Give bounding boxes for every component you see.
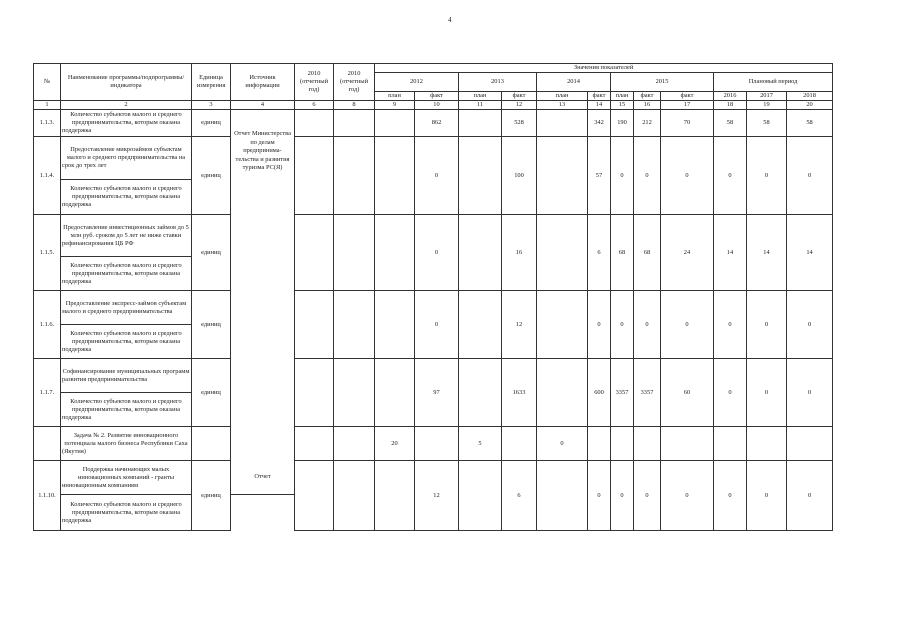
value-cell: 6 (588, 215, 611, 291)
value-cell (537, 461, 588, 531)
table-row (34, 291, 833, 325)
row-number (34, 427, 61, 461)
row-event: Софинансирование муниципальных программ развития предпринимательства (61, 359, 192, 393)
value-cell: 14 (787, 215, 833, 291)
value-cell: 0 (611, 137, 634, 215)
value-cell (537, 110, 588, 137)
header-2010-b: 2010 (отчетный год) (334, 64, 375, 101)
header-num: № (34, 64, 61, 101)
value-cell (375, 215, 415, 291)
value-cell: 0 (747, 461, 787, 531)
header-year-2012: 2012 (375, 73, 459, 92)
value-cell (334, 291, 375, 359)
header-fact-2012: факт (415, 92, 459, 101)
row-event: Предоставление инвестиционных займов до 5 млн руб. сроком до 5 лет не ниже ставки рефинансирования ЦБ РФ (61, 215, 192, 257)
value-cell: 14 (747, 215, 787, 291)
header-plan-2012: план (375, 92, 415, 101)
value-cell (537, 359, 588, 427)
column-index-cell: 9 (375, 101, 415, 110)
value-cell (459, 137, 502, 215)
value-cell: 0 (634, 461, 661, 531)
value-cell: 3357 (634, 359, 661, 427)
header-planning-period: Плановый период (714, 73, 833, 92)
value-cell (334, 137, 375, 215)
column-index-cell: 13 (537, 101, 588, 110)
header-fact-2013: факт (502, 92, 537, 101)
value-cell (459, 291, 502, 359)
value-cell: 0 (611, 461, 634, 531)
header-source: Источник информации (231, 64, 295, 101)
header-name: Наименование программы/подпрограммы/индикатора (61, 64, 192, 101)
value-cell: 68 (611, 215, 634, 291)
value-cell: 16 (502, 215, 537, 291)
value-cell: 528 (502, 110, 537, 137)
value-cell (334, 110, 375, 137)
header-year-2015: 2015 (611, 73, 714, 92)
value-cell (334, 215, 375, 291)
row-number: 1.1.6. (34, 291, 61, 359)
value-cell: 0 (714, 359, 747, 427)
value-cell (375, 291, 415, 359)
value-cell: 190 (611, 110, 634, 137)
column-index-cell: 11 (459, 101, 502, 110)
row-indicator: Количество субъектов малого и среднего предпринимательства, которым оказана поддержка (61, 257, 192, 291)
value-cell (459, 359, 502, 427)
value-cell: 342 (588, 110, 611, 137)
value-cell: 0 (661, 461, 714, 531)
header-2010-a: 2010 (отчетный год) (295, 64, 334, 101)
value-cell: 0 (537, 427, 588, 461)
source-text-cut: Отчет (254, 472, 271, 480)
row-source (231, 110, 295, 495)
value-cell: 6 (502, 461, 537, 531)
header-fact-2015-a: факт (634, 92, 661, 101)
column-index-cell: 18 (714, 101, 747, 110)
column-index-cell: 2 (61, 101, 192, 110)
value-cell (295, 110, 334, 137)
value-cell: 600 (588, 359, 611, 427)
header-plan-2014: план (537, 92, 588, 101)
table-row (34, 359, 833, 393)
value-cell: 0 (415, 215, 459, 291)
value-cell (714, 427, 747, 461)
value-cell: 12 (502, 291, 537, 359)
column-index-cell: 19 (747, 101, 787, 110)
value-cell: 0 (714, 291, 747, 359)
value-cell: 0 (634, 137, 661, 215)
value-cell (334, 461, 375, 531)
row-number: 1.1.4. (34, 137, 61, 215)
column-index-cell: 14 (588, 101, 611, 110)
value-cell: 0 (415, 291, 459, 359)
header-fact-2014: факт (588, 92, 611, 101)
value-cell: 0 (661, 137, 714, 215)
row-indicator: Количество субъектов малого и среднего предпринимательства, которым оказана поддержка (61, 495, 192, 531)
value-cell (295, 291, 334, 359)
value-cell: 14 (714, 215, 747, 291)
column-index-cell: 17 (661, 101, 714, 110)
value-cell: 100 (502, 137, 537, 215)
row-event: Предоставление микрозаймов субъектам малого и среднего предпринимательства на срок до трех лет (61, 137, 192, 180)
header-2016: 2016 (714, 92, 747, 101)
column-index-cell: 6 (295, 101, 334, 110)
value-cell (375, 110, 415, 137)
header-values-group: Значения показателей (375, 64, 833, 73)
value-cell (375, 137, 415, 215)
row-indicator: Количество субъектов малого и среднего предпринимательства, которым оказана поддержка (61, 180, 192, 215)
row-unit: единиц (192, 110, 231, 137)
row-indicator: Количество субъектов малого и среднего предпринимательства, которым оказана поддержка (61, 393, 192, 427)
row-unit: единиц (192, 359, 231, 427)
value-cell (537, 215, 588, 291)
value-cell (295, 427, 334, 461)
header-plan-2015: план (611, 92, 634, 101)
value-cell: 24 (661, 215, 714, 291)
row-unit: единиц (192, 291, 231, 359)
value-cell: 0 (588, 291, 611, 359)
table-row (34, 137, 833, 180)
header-plan-2013: план (459, 92, 502, 101)
table-row (34, 110, 833, 137)
row-number: 1.1.3. (34, 110, 61, 137)
value-cell: 0 (787, 291, 833, 359)
value-cell (787, 427, 833, 461)
value-cell: 0 (415, 137, 459, 215)
row-event: Поддержка начинающих малых инновационных компаний - гранты инновационным компаниям (61, 461, 192, 495)
value-cell: 97 (415, 359, 459, 427)
value-cell: 5 (459, 427, 502, 461)
value-cell (537, 137, 588, 215)
row-task: Задача № 2. Развитие инновационного потенциала малого бизнеса Республики Саха (Якутия) (61, 427, 192, 461)
value-cell (295, 215, 334, 291)
header-2018: 2018 (787, 92, 833, 101)
value-cell (634, 427, 661, 461)
value-cell (537, 291, 588, 359)
value-cell: 12 (415, 461, 459, 531)
value-cell (588, 427, 611, 461)
value-cell (459, 215, 502, 291)
value-cell: 0 (714, 461, 747, 531)
value-cell: 0 (634, 291, 661, 359)
value-cell: 0 (747, 291, 787, 359)
value-cell: 58 (747, 110, 787, 137)
value-cell (502, 427, 537, 461)
value-cell (661, 427, 714, 461)
row-unit: единиц (192, 137, 231, 215)
column-index-cell: 16 (634, 101, 661, 110)
column-index-cell: 1 (34, 101, 61, 110)
row-number: 1.1.10. (34, 461, 61, 531)
value-cell (334, 427, 375, 461)
row-event: Предоставление экспресс-займов субъектам малого и среднего предпринимательства (61, 291, 192, 325)
column-index-row (34, 101, 833, 110)
value-cell (334, 359, 375, 427)
column-index-cell: 10 (415, 101, 459, 110)
column-index-cell: 15 (611, 101, 634, 110)
value-cell: 0 (787, 461, 833, 531)
value-cell (459, 110, 502, 137)
value-cell: 60 (661, 359, 714, 427)
value-cell: 0 (611, 291, 634, 359)
page-number: 4 (448, 16, 452, 24)
column-index-cell: 12 (502, 101, 537, 110)
column-index-cell: 20 (787, 101, 833, 110)
row-unit: единиц (192, 461, 231, 531)
row-unit: единиц (192, 215, 231, 291)
table-row (34, 461, 833, 495)
header-unit: Единица измерения (192, 64, 231, 101)
value-cell: 0 (661, 291, 714, 359)
header-2017: 2017 (747, 92, 787, 101)
value-cell: 0 (714, 137, 747, 215)
value-cell: 0 (787, 359, 833, 427)
row-unit (192, 427, 231, 461)
header-fact-2015-b: факт (661, 92, 714, 101)
value-cell: 0 (747, 137, 787, 215)
value-cell (295, 359, 334, 427)
indicators-table (33, 63, 833, 531)
value-cell (375, 359, 415, 427)
value-cell (415, 427, 459, 461)
table-row (34, 427, 833, 461)
value-cell: 862 (415, 110, 459, 137)
value-cell: 58 (787, 110, 833, 137)
value-cell (459, 461, 502, 531)
value-cell (295, 461, 334, 531)
header-year-2013: 2013 (459, 73, 537, 92)
value-cell (747, 427, 787, 461)
row-number: 1.1.5. (34, 215, 61, 291)
value-cell: 58 (714, 110, 747, 137)
source-text: Отчет Министерства по делам предпринима-тельства и развития туризма РС(Я) (234, 130, 291, 171)
value-cell: 70 (661, 110, 714, 137)
value-cell: 0 (787, 137, 833, 215)
value-cell (295, 137, 334, 215)
row-number: 1.1.7. (34, 359, 61, 427)
value-cell: 3357 (611, 359, 634, 427)
value-cell: 57 (588, 137, 611, 215)
value-cell: 68 (634, 215, 661, 291)
value-cell (611, 427, 634, 461)
value-cell: 0 (747, 359, 787, 427)
header-year-2014: 2014 (537, 73, 611, 92)
value-cell: 1633 (502, 359, 537, 427)
column-index-cell: 3 (192, 101, 231, 110)
column-index-cell: 4 (231, 101, 295, 110)
column-index-cell: 8 (334, 101, 375, 110)
row-indicator: Количество субъектов малого и среднего предпринимательства, которым оказана поддержка (61, 110, 192, 137)
value-cell: 212 (634, 110, 661, 137)
row-indicator: Количество субъектов малого и среднего предпринимательства, которым оказана поддержка (61, 325, 192, 359)
value-cell: 20 (375, 427, 415, 461)
table-row (34, 215, 833, 257)
value-cell (375, 461, 415, 531)
value-cell: 0 (588, 461, 611, 531)
